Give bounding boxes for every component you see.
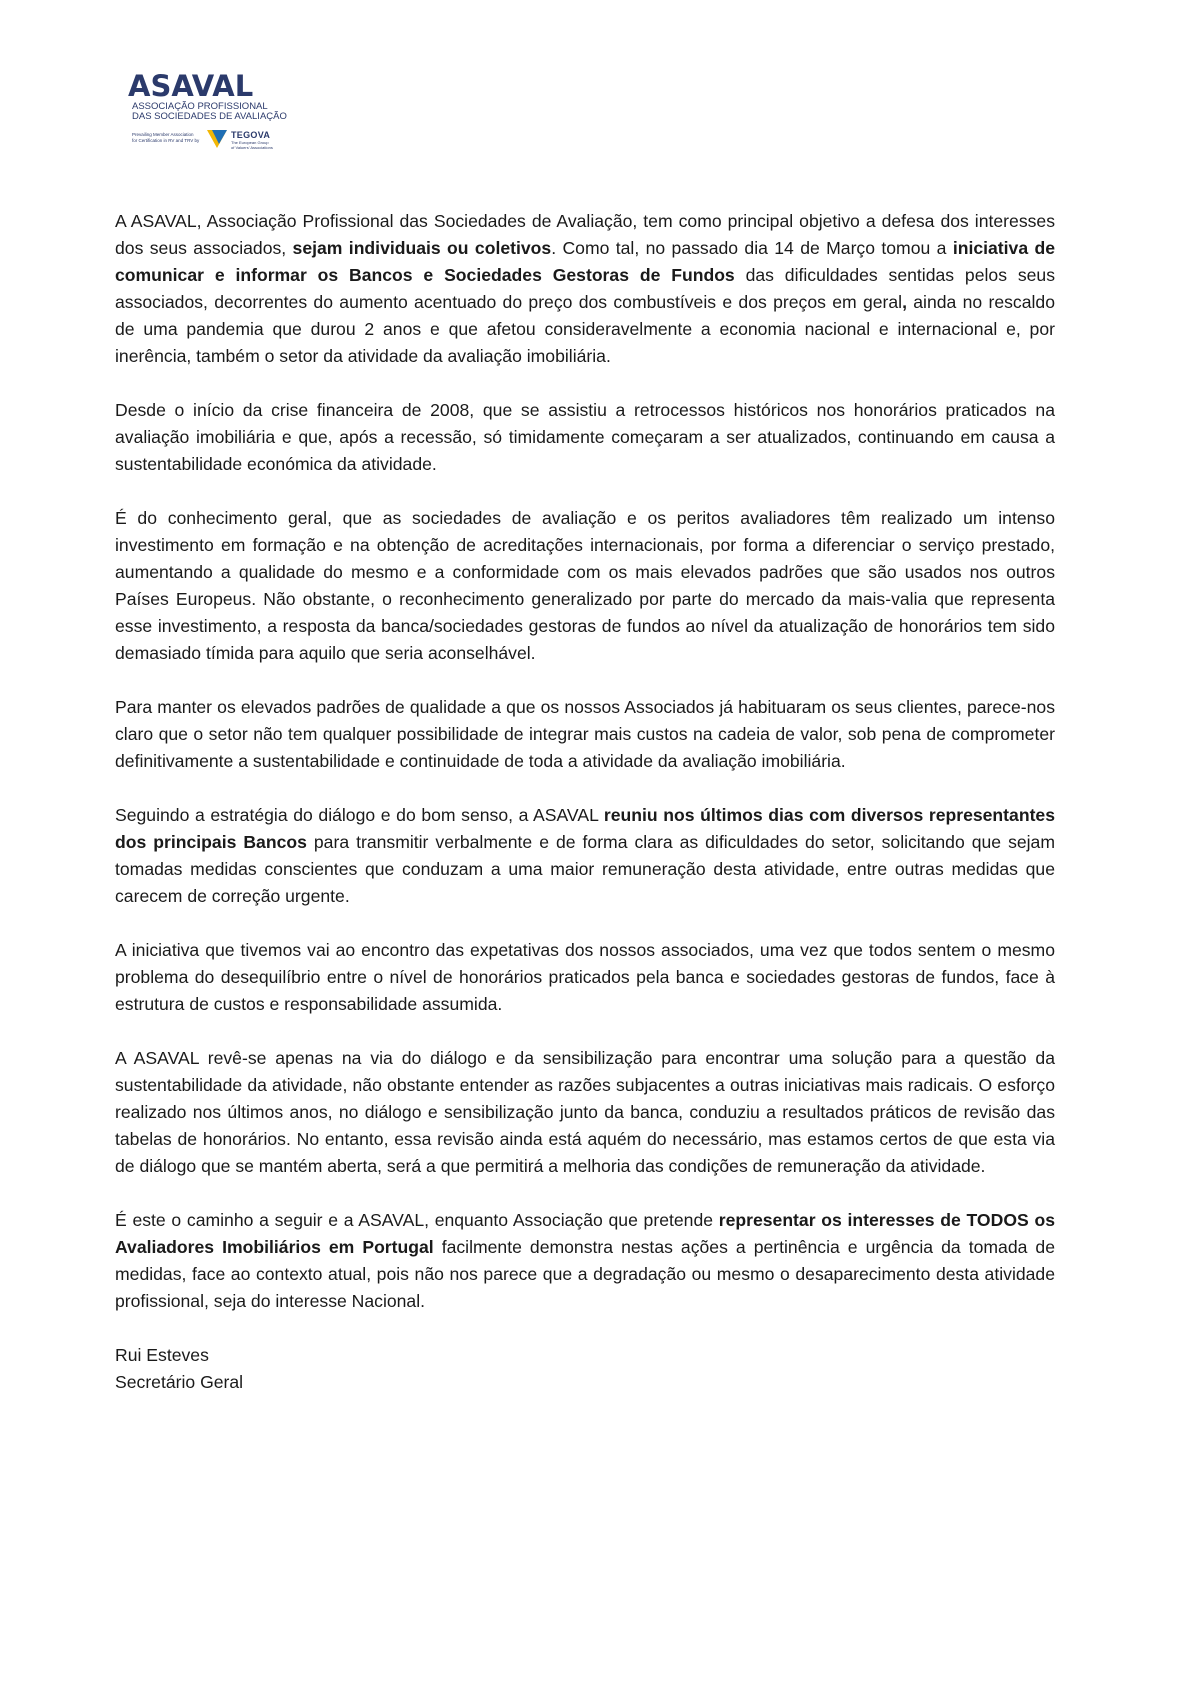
logo-badge-caption-line2: for Certification in RV and TRV by bbox=[132, 137, 200, 143]
asaval-logo bbox=[128, 69, 288, 162]
body-paragraph bbox=[115, 1207, 1055, 1315]
text-segment: É este o caminho a seguir e a ASAVAL, enquanto Associação que pretende bbox=[115, 1210, 719, 1230]
bold-text-segment: representar os interesses de TODOS os Avaliadores Imobiliários em Portugal bbox=[115, 1210, 1055, 1257]
logo-badge-caption-line1: Prevailing Member Association bbox=[132, 132, 194, 137]
logo-wordmark: ASAVAL bbox=[128, 69, 254, 103]
bold-text-segment: , bbox=[902, 292, 907, 312]
tegova-tagline-line2: of Valuers' Associations bbox=[231, 144, 273, 150]
text-segment: A ASAVAL, Associação Profissional das Sociedades de Avaliação, tem como principal objetivo a defesa dos interesses dos seus associados, bbox=[115, 211, 1055, 258]
text-segment: . Como tal, no passado dia 14 de Março tomou a bbox=[551, 238, 953, 258]
text-segment: para transmitir verbalmente e de forma clara as dificuldades do setor, solicitando que sejam tomadas medidas conscientes que conduzam a uma maior remuneração desta atividade, entre outras medidas que carecem de correção urgente. bbox=[115, 832, 1055, 906]
tegova-tagline-line1: The European Group bbox=[231, 140, 269, 145]
body-paragraph bbox=[115, 802, 1055, 910]
body-paragraph bbox=[115, 1045, 1055, 1180]
bold-text-segment: reuniu nos últimos dias com diversos representantes dos principais Bancos bbox=[115, 805, 1055, 852]
logo-subtitle-line2: DAS SOCIEDADES DE AVALIAÇÃO bbox=[132, 111, 287, 122]
bold-text-segment: iniciativa de comunicar e informar os Bancos e Sociedades Gestoras de Fundos bbox=[115, 238, 1056, 285]
body-paragraph bbox=[115, 208, 1055, 370]
text-segment: ainda no rescaldo de uma pandemia que durou 2 anos e que afetou consideravelmente a economia nacional e internacional e, por inerência, também o setor da atividade da avaliação imobiliária. bbox=[115, 292, 1055, 366]
text-segment: A iniciativa que tivemos vai ao encontro das expetativas dos nossos associados, uma vez que todos sentem o mesmo problema do desequilíbrio entre o nível de honorários praticados pela banca e sociedades gestoras de fundos, face à estrutura de custos e responsabilidade assumida. bbox=[115, 940, 1055, 1014]
body-paragraph bbox=[115, 937, 1055, 1018]
tegova-name: TEGOVA bbox=[231, 130, 271, 140]
body-paragraph bbox=[115, 694, 1055, 775]
signature-name: Rui Esteves bbox=[115, 1345, 209, 1365]
body-paragraph bbox=[115, 397, 1055, 478]
bold-text-segment: sejam individuais ou coletivos bbox=[292, 238, 552, 258]
signature-block bbox=[115, 1342, 1055, 1396]
text-segment: Seguindo a estratégia do diálogo e do bom senso, a ASAVAL bbox=[115, 805, 604, 825]
tegova-tagline bbox=[231, 141, 273, 150]
text-segment: Desde o início da crise financeira de 2008, que se assistiu a retrocessos históricos nos honorários praticados na avaliação imobiliária e que, após a recessão, só timidamente começaram a ser atualizados, continuando em causa a sustentabilidade económica da atividade. bbox=[115, 400, 1055, 474]
text-segment: Para manter os elevados padrões de qualidade a que os nossos Associados já habituaram os seus clientes, parece-nos claro que o setor não tem qualquer possibilidade de integrar mais custos na cadeia de valor, sob pena de comprometer definitivamente a sustentabilidade e continuidade de toda a atividade da avaliação imobiliária. bbox=[115, 697, 1055, 771]
signature-title: Secretário Geral bbox=[115, 1372, 244, 1392]
text-segment: das dificuldades sentidas pelos seus associados, decorrentes do aumento acentuado do preço dos combustíveis e dos preços em geral bbox=[115, 265, 1055, 312]
text-segment: É do conhecimento geral, que as sociedades de avaliação e os peritos avaliadores têm realizado um intenso investimento em formação e na obtenção de acreditações internacionais, por forma a diferenciar o serviço prestado, aumentando a qualidade do mesmo e a conformidade com os mais elevados padrões que são usados nos outros Países Europeus. Não obstante, o reconhecimento generalizado por parte do mercado da mais-valia que representa esse investimento, a resposta da banca/sociedades gestoras de fundos ao nível da atualização de honorários tem sido demasiado tímida para aquilo que seria aconselhável. bbox=[115, 508, 1055, 663]
tegova-emblem-icon bbox=[206, 128, 228, 150]
logo-badge-caption bbox=[132, 132, 210, 143]
letter-body bbox=[115, 208, 1055, 1423]
body-paragraph bbox=[115, 505, 1055, 667]
logo-subtitle-line1: ASSOCIAÇÃO PROFISSIONAL bbox=[132, 101, 268, 112]
text-segment: A ASAVAL revê-se apenas na via do diálogo e da sensibilização para encontrar uma solução para a questão da sustentabilidade da atividade, não obstante entender as razões subjacentes a outras iniciativas mais radicais. O esforço realizado nos últimos anos, no diálogo e sensibilização junto da banca, conduziu a resultados práticos de revisão das tabelas de honorários. No entanto, essa revisão ainda está aquém do necessário, mas estamos certos de que esta via de diálogo que se mantém aberta, será a que permitirá a melhoria das condições de remuneração da atividade. bbox=[115, 1048, 1055, 1176]
text-segment: facilmente demonstra nestas ações a pertinência e urgência da tomada de medidas, face ao contexto atual, pois não nos parece que a degradação ou mesmo o desaparecimento desta atividade profissional, seja do interesse Nacional. bbox=[115, 1237, 1055, 1311]
paragraph-list bbox=[115, 208, 1055, 1315]
